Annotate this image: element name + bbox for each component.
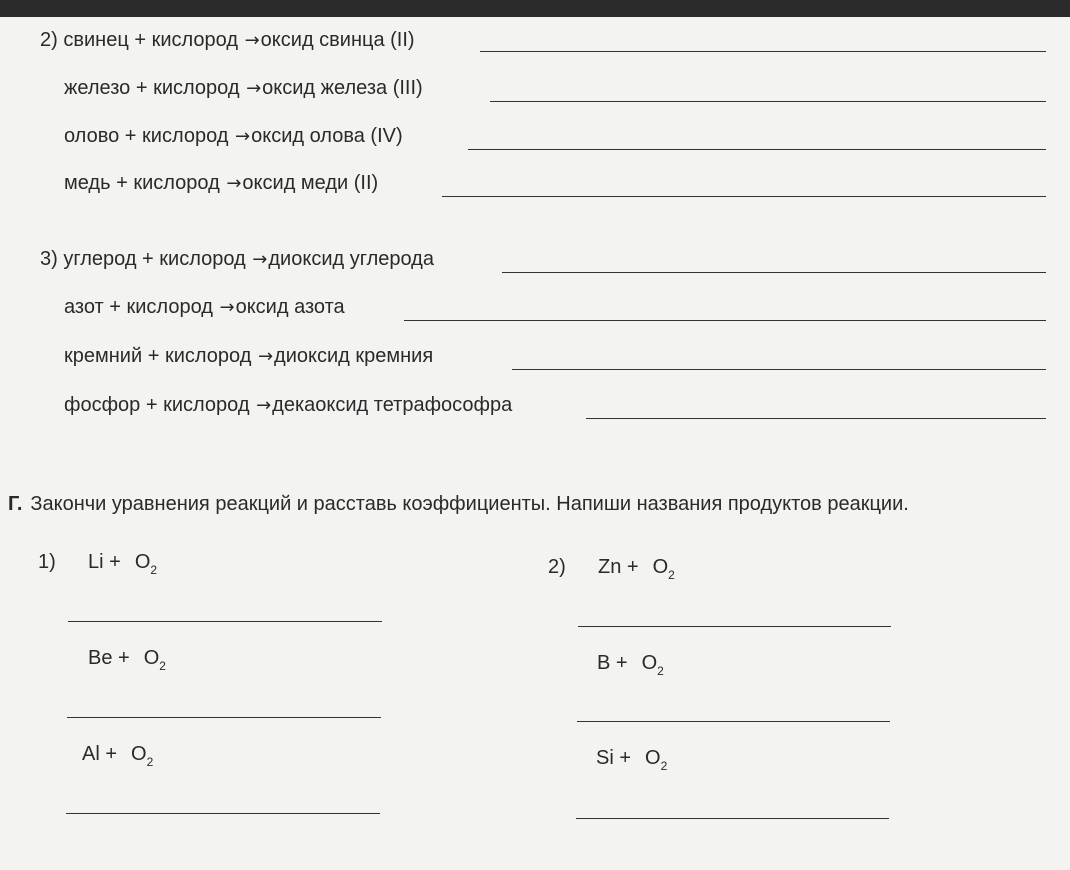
- answer-line[interactable]: [442, 196, 1046, 197]
- product: диоксид кремния: [274, 345, 434, 367]
- subscript: 2: [660, 759, 668, 773]
- arrow-icon: →: [235, 126, 251, 147]
- section-g-title: [8, 492, 909, 516]
- reactant: кислород: [126, 296, 213, 318]
- arrow-icon: →: [256, 395, 272, 416]
- subscript: 2: [668, 568, 675, 582]
- answer-line[interactable]: [578, 626, 891, 627]
- col2-number: 2): [548, 556, 566, 578]
- reactant: азот: [64, 296, 104, 318]
- answer-line[interactable]: [468, 149, 1046, 150]
- plus-sign: +: [135, 77, 148, 99]
- equation-al: [82, 742, 153, 774]
- product: оксид свинца (II): [260, 29, 415, 51]
- equation-be: [88, 646, 166, 678]
- arrow-icon: →: [219, 297, 235, 318]
- part3-row-3: [64, 344, 433, 369]
- arrow-icon: →: [252, 249, 268, 270]
- col1-number: 1): [38, 551, 56, 573]
- equation-right: O: [645, 747, 661, 769]
- plus-sign: +: [142, 248, 154, 270]
- reactant: кислород: [142, 125, 229, 147]
- answer-line[interactable]: [512, 369, 1046, 370]
- part3-row-4: [64, 393, 512, 418]
- equation-right: O: [131, 743, 147, 765]
- product: оксид меди (II): [242, 172, 379, 194]
- reactant: фосфор: [64, 394, 141, 416]
- reactant: олово: [64, 125, 120, 147]
- subscript: 2: [150, 563, 158, 577]
- arrow-icon: →: [257, 346, 274, 367]
- answer-line[interactable]: [502, 272, 1046, 273]
- plus-sign: +: [147, 345, 160, 367]
- product: декаоксид тетрафософра: [272, 394, 513, 416]
- reactant: кислород: [153, 77, 240, 99]
- part2-row-3: [64, 124, 403, 149]
- equation-right: O: [143, 647, 160, 669]
- reactant: кислород: [133, 172, 220, 194]
- plus-sign: +: [116, 172, 128, 194]
- reactant: железо: [64, 77, 131, 99]
- plus-sign: +: [134, 29, 147, 51]
- answer-line[interactable]: [586, 418, 1046, 419]
- part3-row-2: [64, 295, 345, 320]
- section-instruction: Закончи уравнения реакций и расставь коэффициенты. Напиши названия продуктов реакции.: [30, 493, 909, 515]
- answer-line[interactable]: [490, 101, 1046, 102]
- answer-line[interactable]: [576, 818, 889, 819]
- reactant: свинец: [63, 29, 129, 51]
- equation-b: [597, 651, 664, 683]
- subscript: 2: [159, 659, 166, 673]
- equation-left: Si +: [596, 747, 632, 769]
- part2-row-1: [40, 28, 415, 53]
- reactant: кислород: [164, 345, 252, 367]
- answer-line[interactable]: [67, 717, 381, 718]
- part2-row-4: [64, 171, 378, 196]
- top-dark-bar: [0, 0, 1070, 17]
- equation-left: Al +: [82, 743, 118, 765]
- answer-line[interactable]: [404, 320, 1046, 321]
- reactant: кремний: [64, 345, 143, 367]
- arrow-icon: →: [246, 78, 262, 99]
- equation-left: B +: [597, 652, 628, 674]
- equation-li: [88, 550, 157, 582]
- product: оксид азота: [235, 296, 345, 318]
- answer-line[interactable]: [577, 721, 890, 722]
- equation-right: O: [652, 556, 669, 578]
- equation-si: [596, 746, 667, 778]
- part-number: 3): [40, 248, 58, 270]
- reactant: кислород: [163, 394, 250, 416]
- answer-line[interactable]: [480, 51, 1046, 52]
- part2-row-2: [64, 76, 423, 101]
- arrow-icon: →: [244, 30, 260, 51]
- reactant: кислород: [159, 248, 246, 270]
- equation-right: O: [134, 551, 151, 573]
- equation-right: O: [641, 652, 658, 674]
- answer-line[interactable]: [66, 813, 380, 814]
- equation-left: Zn +: [598, 556, 639, 578]
- plus-sign: +: [124, 125, 137, 147]
- equation-left: Be +: [88, 647, 130, 669]
- plus-sign: +: [145, 394, 158, 416]
- product: оксид железа (III): [262, 77, 423, 99]
- equation-left: Li +: [88, 551, 121, 573]
- equation-zn: [598, 555, 675, 587]
- plus-sign: +: [109, 296, 121, 318]
- subscript: 2: [657, 664, 664, 678]
- reactant: медь: [64, 172, 111, 194]
- subscript: 2: [146, 755, 154, 769]
- part3-row-1: [40, 247, 434, 272]
- product: диоксид углерода: [268, 248, 434, 270]
- reactant: углерод: [63, 248, 137, 270]
- reactant: кислород: [151, 29, 239, 51]
- part-number: 2): [40, 29, 58, 51]
- answer-line[interactable]: [68, 621, 382, 622]
- product: оксид олова (IV): [251, 125, 403, 147]
- section-letter: Г.: [8, 493, 23, 515]
- arrow-icon: →: [226, 173, 242, 194]
